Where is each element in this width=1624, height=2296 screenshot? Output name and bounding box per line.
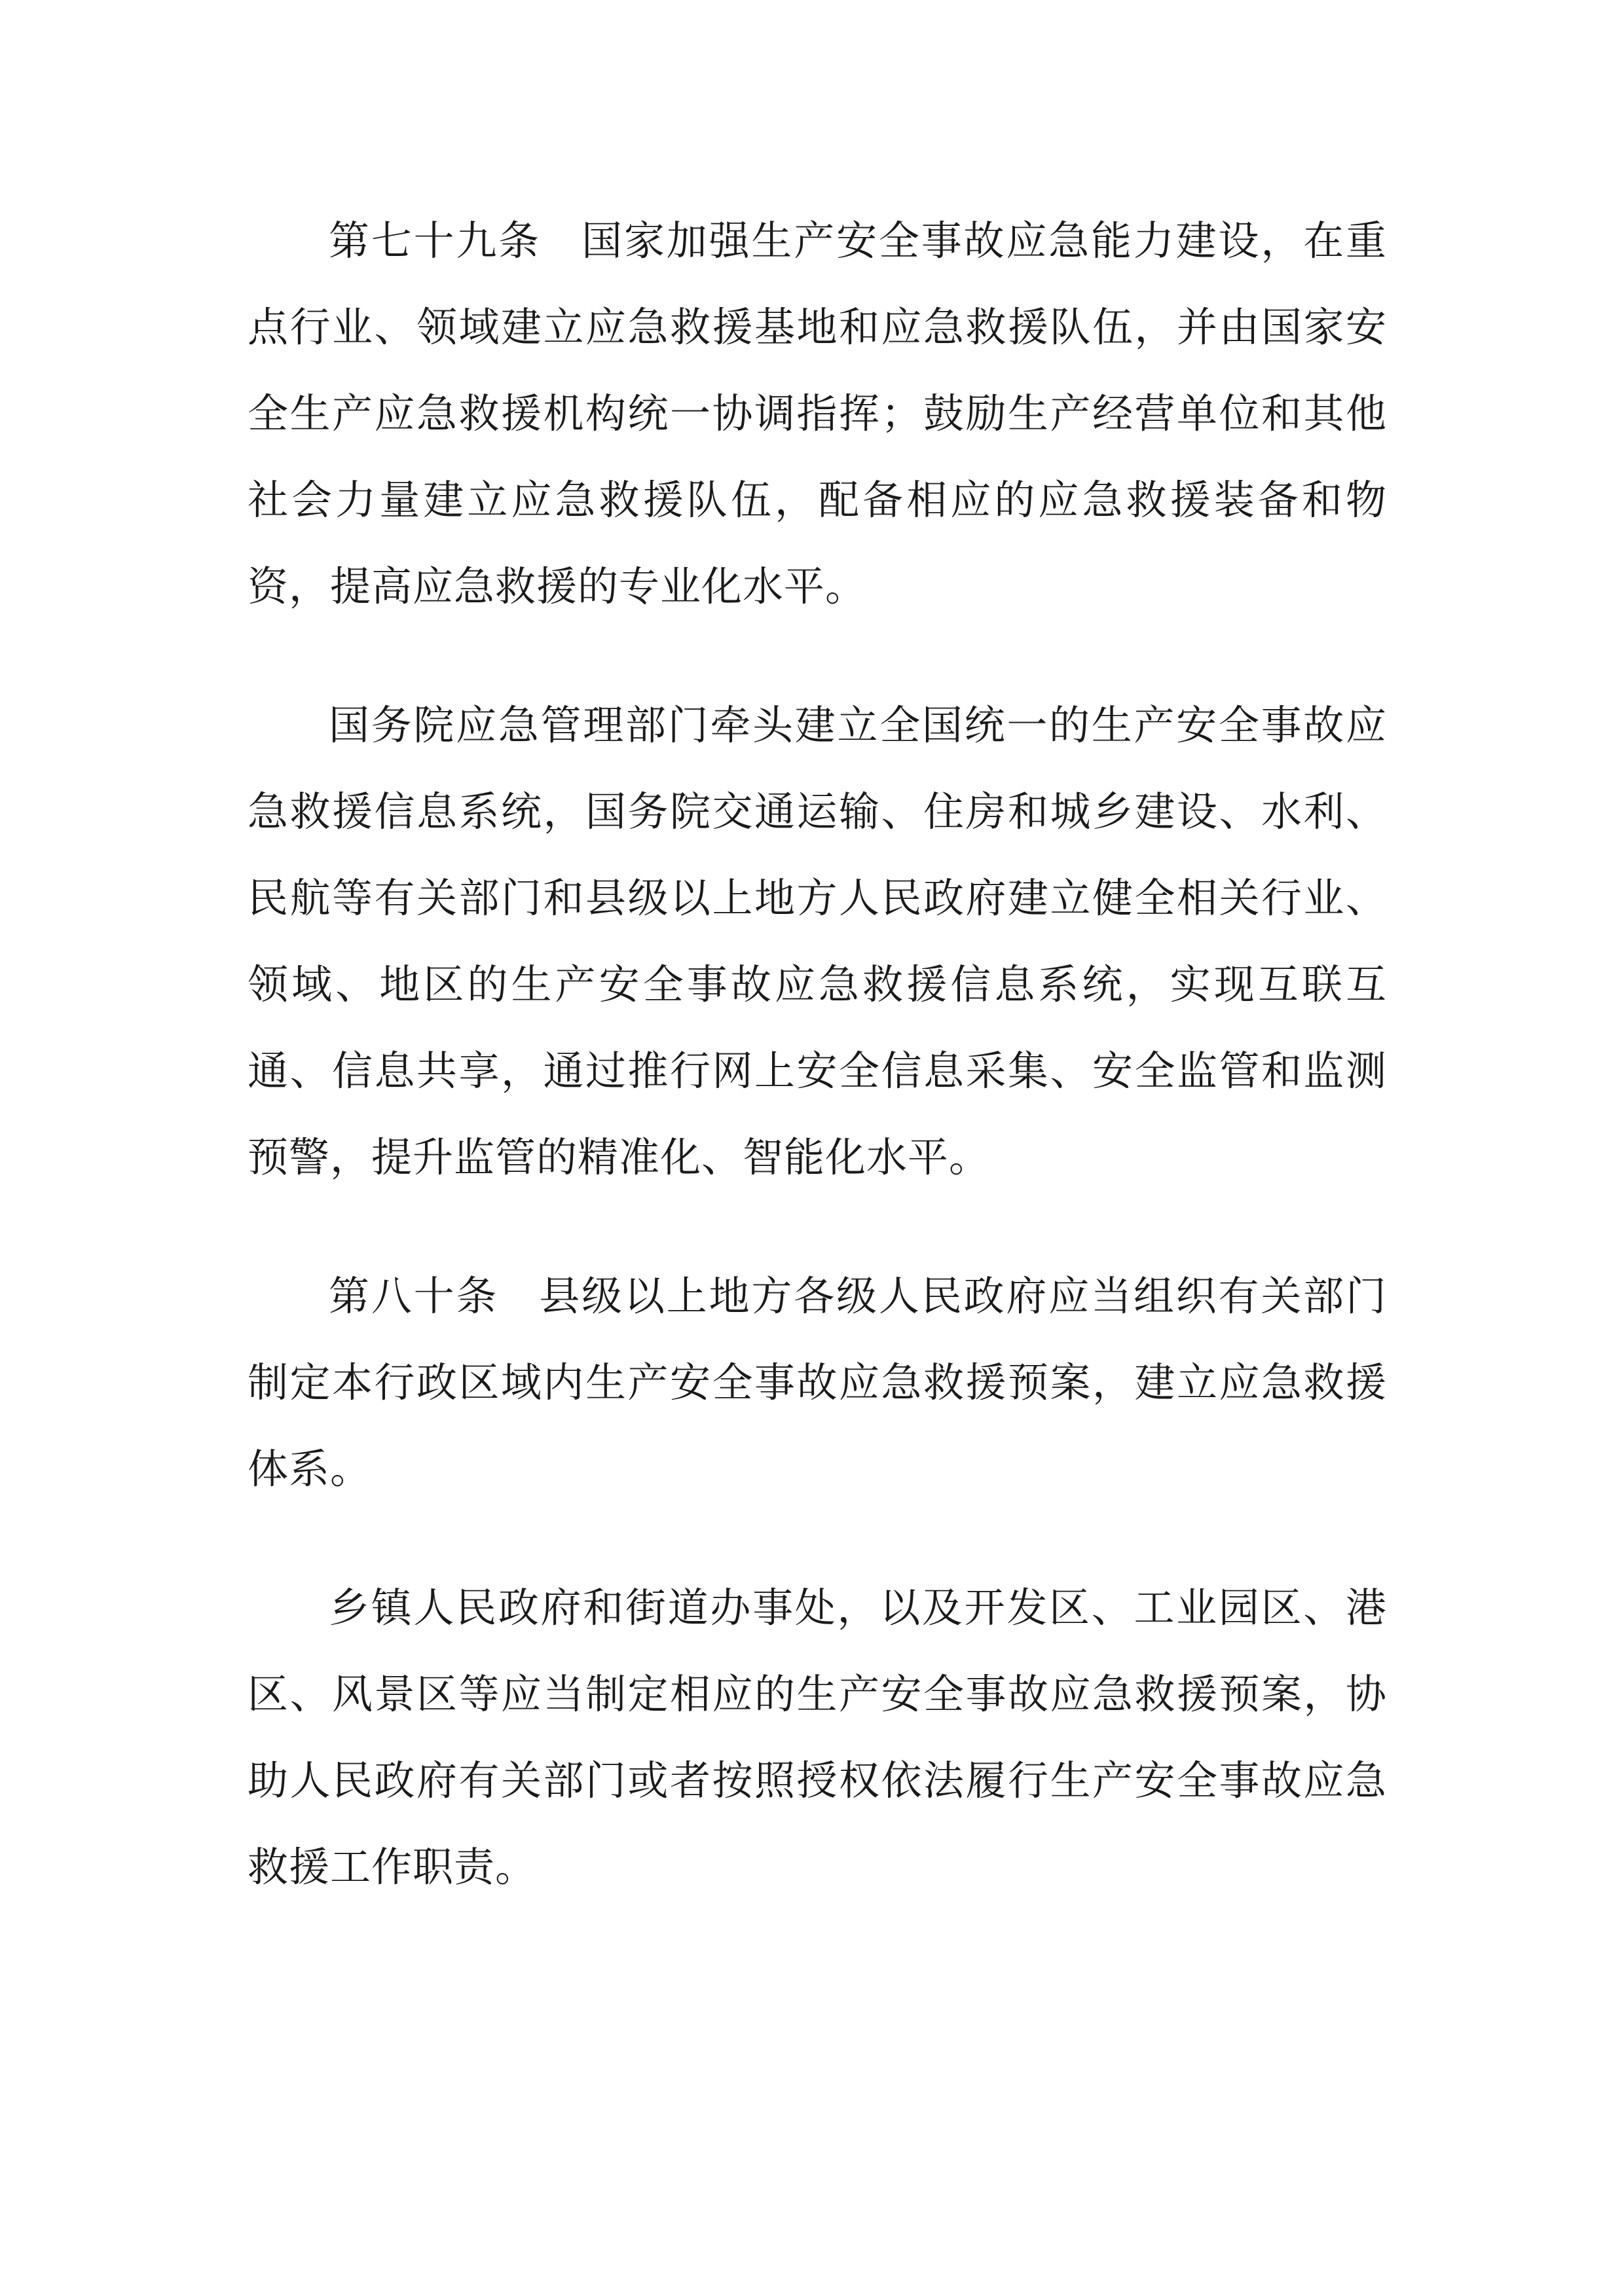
paragraph-text: 国务院应急管理部门牵头建立全国统一的生产安全事故应急救援信息系统，国务院交通运输、住房和城乡建设、水利、民航等有关部门和县级以上地方人民政府建立健全相关行业、领域、地区的生产安全事故应急救援信息系统，实现互联互通、信息共享，通过推行网上安全信息采集、安全监管和监测预警，提升监管的精准化、智能化水平。 xyxy=(248,701,1387,1181)
paragraph-township-duties xyxy=(248,1565,1387,1910)
paragraph-text: 国家加强生产安全事故应急能力建设，在重点行业、领域建立应急救援基地和应急救援队伍，并由国家安全生产应急救援机构统一协调指挥；鼓励生产经营单位和其他社会力量建立应急救援队伍，配备相应的应急救援装备和物资，提高应急救援的专业化水平。 xyxy=(248,217,1387,610)
paragraph-information-system xyxy=(248,682,1387,1201)
paragraph-text: 乡镇人民政府和街道办事处，以及开发区、工业园区、港区、风景区等应当制定相应的生产安全事故应急救援预案，协助人民政府有关部门或者按照授权依法履行生产安全事故应急救援工作职责。 xyxy=(248,1584,1387,1891)
paragraph-article-80 xyxy=(248,1253,1387,1512)
paragraph-article-79 xyxy=(248,198,1387,630)
article-number: 第七十九条 xyxy=(329,217,542,264)
document-body xyxy=(248,198,1387,1963)
paragraph-text: 县级以上地方各级人民政府应当组织有关部门制定本行政区域内生产安全事故应急救援预案，建立应急救援体系。 xyxy=(248,1272,1387,1493)
article-number: 第八十条 xyxy=(329,1272,499,1320)
